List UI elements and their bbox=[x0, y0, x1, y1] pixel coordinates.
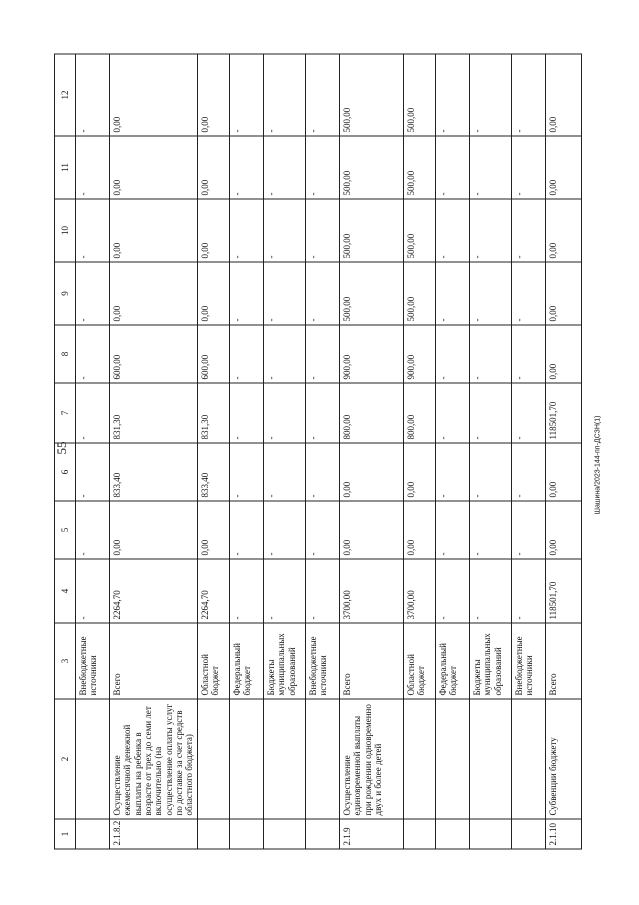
value-cell: 0,00 bbox=[197, 199, 229, 262]
value-cell: - bbox=[263, 383, 305, 443]
row-name-cell bbox=[435, 699, 469, 819]
value-cell: - bbox=[263, 136, 305, 199]
value-cell: 0,00 bbox=[110, 199, 198, 262]
row-name-cell bbox=[511, 699, 545, 819]
header-cell: 11 bbox=[55, 136, 76, 199]
row-code-cell bbox=[469, 819, 511, 849]
value-cell: 900,00 bbox=[339, 325, 403, 383]
value-cell: 0,00 bbox=[545, 443, 581, 501]
row-name-cell bbox=[263, 699, 305, 819]
value-cell: 0,00 bbox=[545, 325, 581, 383]
value-cell: - bbox=[305, 199, 339, 262]
value-cell: - bbox=[229, 199, 263, 262]
value-cell: - bbox=[229, 325, 263, 383]
table-row bbox=[511, 54, 545, 849]
header-cell: 2 bbox=[55, 699, 76, 819]
value-cell: - bbox=[305, 443, 339, 501]
table-row bbox=[403, 54, 435, 849]
value-cell: 0,00 bbox=[197, 136, 229, 199]
value-cell: 0,00 bbox=[545, 262, 581, 325]
value-cell: 2264,70 bbox=[110, 559, 198, 623]
value-cell: - bbox=[511, 262, 545, 325]
header-cell: 5 bbox=[55, 501, 76, 559]
value-cell: 800,00 bbox=[339, 383, 403, 443]
value-cell: - bbox=[511, 383, 545, 443]
value-cell: - bbox=[263, 199, 305, 262]
value-cell: - bbox=[305, 383, 339, 443]
table-body bbox=[76, 54, 582, 849]
value-cell: 0,00 bbox=[339, 443, 403, 501]
value-cell: - bbox=[511, 325, 545, 383]
table-row bbox=[76, 54, 110, 849]
value-cell: - bbox=[76, 136, 110, 199]
table-row bbox=[263, 54, 305, 849]
row-code-cell bbox=[435, 819, 469, 849]
value-cell: - bbox=[435, 501, 469, 559]
table-row bbox=[197, 54, 229, 849]
source-cell: Внебюджетные источники bbox=[511, 623, 545, 699]
value-cell: - bbox=[263, 559, 305, 623]
source-cell: Всего bbox=[110, 623, 198, 699]
value-cell: 500,00 bbox=[339, 199, 403, 262]
value-cell: - bbox=[435, 136, 469, 199]
value-cell: - bbox=[76, 325, 110, 383]
value-cell: 118501,70 bbox=[545, 383, 581, 443]
value-cell: 0,00 bbox=[339, 501, 403, 559]
source-cell: Всего bbox=[339, 623, 403, 699]
value-cell: - bbox=[263, 262, 305, 325]
value-cell: - bbox=[435, 54, 469, 136]
page-number: 55 bbox=[54, 441, 69, 455]
value-cell: - bbox=[76, 262, 110, 325]
value-cell: 500,00 bbox=[403, 136, 435, 199]
value-cell: - bbox=[229, 262, 263, 325]
value-cell: - bbox=[263, 325, 305, 383]
row-name-cell bbox=[469, 699, 511, 819]
value-cell: - bbox=[305, 136, 339, 199]
row-code-cell bbox=[263, 819, 305, 849]
value-cell: - bbox=[435, 262, 469, 325]
table-row bbox=[545, 54, 581, 849]
value-cell: - bbox=[229, 501, 263, 559]
value-cell: - bbox=[469, 136, 511, 199]
table-row bbox=[110, 54, 198, 849]
value-cell: - bbox=[229, 136, 263, 199]
value-cell: - bbox=[229, 559, 263, 623]
value-cell: 0,00 bbox=[403, 443, 435, 501]
header-cell: 3 bbox=[55, 623, 76, 699]
table-row bbox=[305, 54, 339, 849]
value-cell: 900,00 bbox=[403, 325, 435, 383]
value-cell: 0,00 bbox=[110, 262, 198, 325]
row-code-cell: 2.1.9 bbox=[339, 819, 403, 849]
source-cell: Внебюджетные источники bbox=[305, 623, 339, 699]
row-code-cell bbox=[229, 819, 263, 849]
header-cell: 9 bbox=[55, 262, 76, 325]
source-cell: Федеральный бюджет bbox=[229, 623, 263, 699]
table-row bbox=[229, 54, 263, 849]
rotated-table-container bbox=[54, 55, 582, 850]
header-cell: 6 bbox=[55, 443, 76, 501]
document-footer: Шашина/2023-144-пп-ДСЗН(1) bbox=[594, 415, 602, 515]
value-cell: 118501,70 bbox=[545, 559, 581, 623]
value-cell: - bbox=[511, 136, 545, 199]
value-cell: 0,00 bbox=[197, 501, 229, 559]
value-cell: - bbox=[469, 443, 511, 501]
value-cell: - bbox=[511, 443, 545, 501]
value-cell: 0,00 bbox=[197, 54, 229, 136]
value-cell: - bbox=[469, 54, 511, 136]
value-cell: 0,00 bbox=[403, 501, 435, 559]
source-cell: Бюджеты муниципальных образований bbox=[263, 623, 305, 699]
row-code-cell bbox=[76, 819, 110, 849]
source-cell: Бюджеты муниципальных образований bbox=[469, 623, 511, 699]
value-cell: 500,00 bbox=[339, 54, 403, 136]
value-cell: 833,40 bbox=[110, 443, 198, 501]
value-cell: 0,00 bbox=[110, 54, 198, 136]
value-cell: 500,00 bbox=[403, 54, 435, 136]
value-cell: - bbox=[469, 501, 511, 559]
value-cell: - bbox=[435, 383, 469, 443]
value-cell: - bbox=[76, 54, 110, 136]
source-cell: Областной бюджет bbox=[403, 623, 435, 699]
value-cell: - bbox=[229, 383, 263, 443]
value-cell: - bbox=[229, 443, 263, 501]
value-cell: - bbox=[305, 559, 339, 623]
value-cell: 600,00 bbox=[197, 325, 229, 383]
value-cell: - bbox=[76, 383, 110, 443]
value-cell: - bbox=[435, 559, 469, 623]
value-cell: 600,00 bbox=[110, 325, 198, 383]
row-name-cell: Осуществление ежемесячной денежной выплаты на ребенка в возрасте от трех до семи лет включительно (на осуществление оплаты услуг по доставке за счет средств областного бюджета) bbox=[110, 699, 198, 819]
value-cell: 831,30 bbox=[110, 383, 198, 443]
value-cell: 500,00 bbox=[403, 262, 435, 325]
header-cell: 4 bbox=[55, 559, 76, 623]
row-name-cell bbox=[305, 699, 339, 819]
row-name-cell bbox=[229, 699, 263, 819]
value-cell: 0,00 bbox=[545, 199, 581, 262]
value-cell: - bbox=[469, 325, 511, 383]
row-name-cell bbox=[76, 699, 110, 819]
header-row bbox=[55, 54, 76, 849]
value-cell: - bbox=[76, 559, 110, 623]
value-cell: 2264,70 bbox=[197, 559, 229, 623]
value-cell: 500,00 bbox=[339, 136, 403, 199]
row-code-cell: 2.1.8.2 bbox=[110, 819, 198, 849]
value-cell: 831,30 bbox=[197, 383, 229, 443]
value-cell: - bbox=[469, 559, 511, 623]
row-code-cell bbox=[197, 819, 229, 849]
value-cell: 0,00 bbox=[110, 501, 198, 559]
value-cell: 0,00 bbox=[197, 262, 229, 325]
value-cell: 833,40 bbox=[197, 443, 229, 501]
row-name-cell bbox=[197, 699, 229, 819]
row-name-cell: Субвенции бюджету bbox=[545, 699, 581, 819]
value-cell: - bbox=[511, 559, 545, 623]
source-cell: Внебюджетные источники bbox=[76, 623, 110, 699]
value-cell: - bbox=[511, 54, 545, 136]
value-cell: - bbox=[305, 262, 339, 325]
value-cell: 0,00 bbox=[545, 501, 581, 559]
value-cell: - bbox=[469, 383, 511, 443]
header-cell: 12 bbox=[55, 54, 76, 136]
value-cell: 0,00 bbox=[545, 54, 581, 136]
budget-table bbox=[54, 54, 582, 850]
header-cell: 1 bbox=[55, 819, 76, 849]
value-cell: 3700,00 bbox=[339, 559, 403, 623]
row-code-cell bbox=[403, 819, 435, 849]
value-cell: 0,00 bbox=[545, 136, 581, 199]
value-cell: - bbox=[469, 262, 511, 325]
row-name-cell bbox=[403, 699, 435, 819]
value-cell: - bbox=[229, 54, 263, 136]
row-name-cell: Осуществление единовременной выплаты при рождении одновременно двух и более детей bbox=[339, 699, 403, 819]
value-cell: 0,00 bbox=[110, 136, 198, 199]
value-cell: 500,00 bbox=[339, 262, 403, 325]
value-cell: - bbox=[305, 54, 339, 136]
value-cell: - bbox=[435, 199, 469, 262]
row-code-cell: 2.1.10 bbox=[545, 819, 581, 849]
source-cell: Всего bbox=[545, 623, 581, 699]
value-cell: - bbox=[263, 54, 305, 136]
source-cell: Федеральный бюджет bbox=[435, 623, 469, 699]
source-cell: Областной бюджет bbox=[197, 623, 229, 699]
value-cell: - bbox=[76, 501, 110, 559]
value-cell: 500,00 bbox=[403, 199, 435, 262]
value-cell: 800,00 bbox=[403, 383, 435, 443]
value-cell: 3700,00 bbox=[403, 559, 435, 623]
header-cell: 7 bbox=[55, 383, 76, 443]
row-code-cell bbox=[511, 819, 545, 849]
value-cell: - bbox=[469, 199, 511, 262]
value-cell: - bbox=[263, 443, 305, 501]
value-cell: - bbox=[305, 325, 339, 383]
table-row bbox=[339, 54, 403, 849]
value-cell: - bbox=[263, 501, 305, 559]
value-cell: - bbox=[305, 501, 339, 559]
value-cell: - bbox=[511, 501, 545, 559]
value-cell: - bbox=[76, 199, 110, 262]
value-cell: - bbox=[76, 443, 110, 501]
row-code-cell bbox=[305, 819, 339, 849]
header-cell: 8 bbox=[55, 325, 76, 383]
value-cell: - bbox=[511, 199, 545, 262]
table-row bbox=[435, 54, 469, 849]
value-cell: - bbox=[435, 325, 469, 383]
table-row bbox=[469, 54, 511, 849]
value-cell: - bbox=[435, 443, 469, 501]
header-cell: 10 bbox=[55, 199, 76, 262]
